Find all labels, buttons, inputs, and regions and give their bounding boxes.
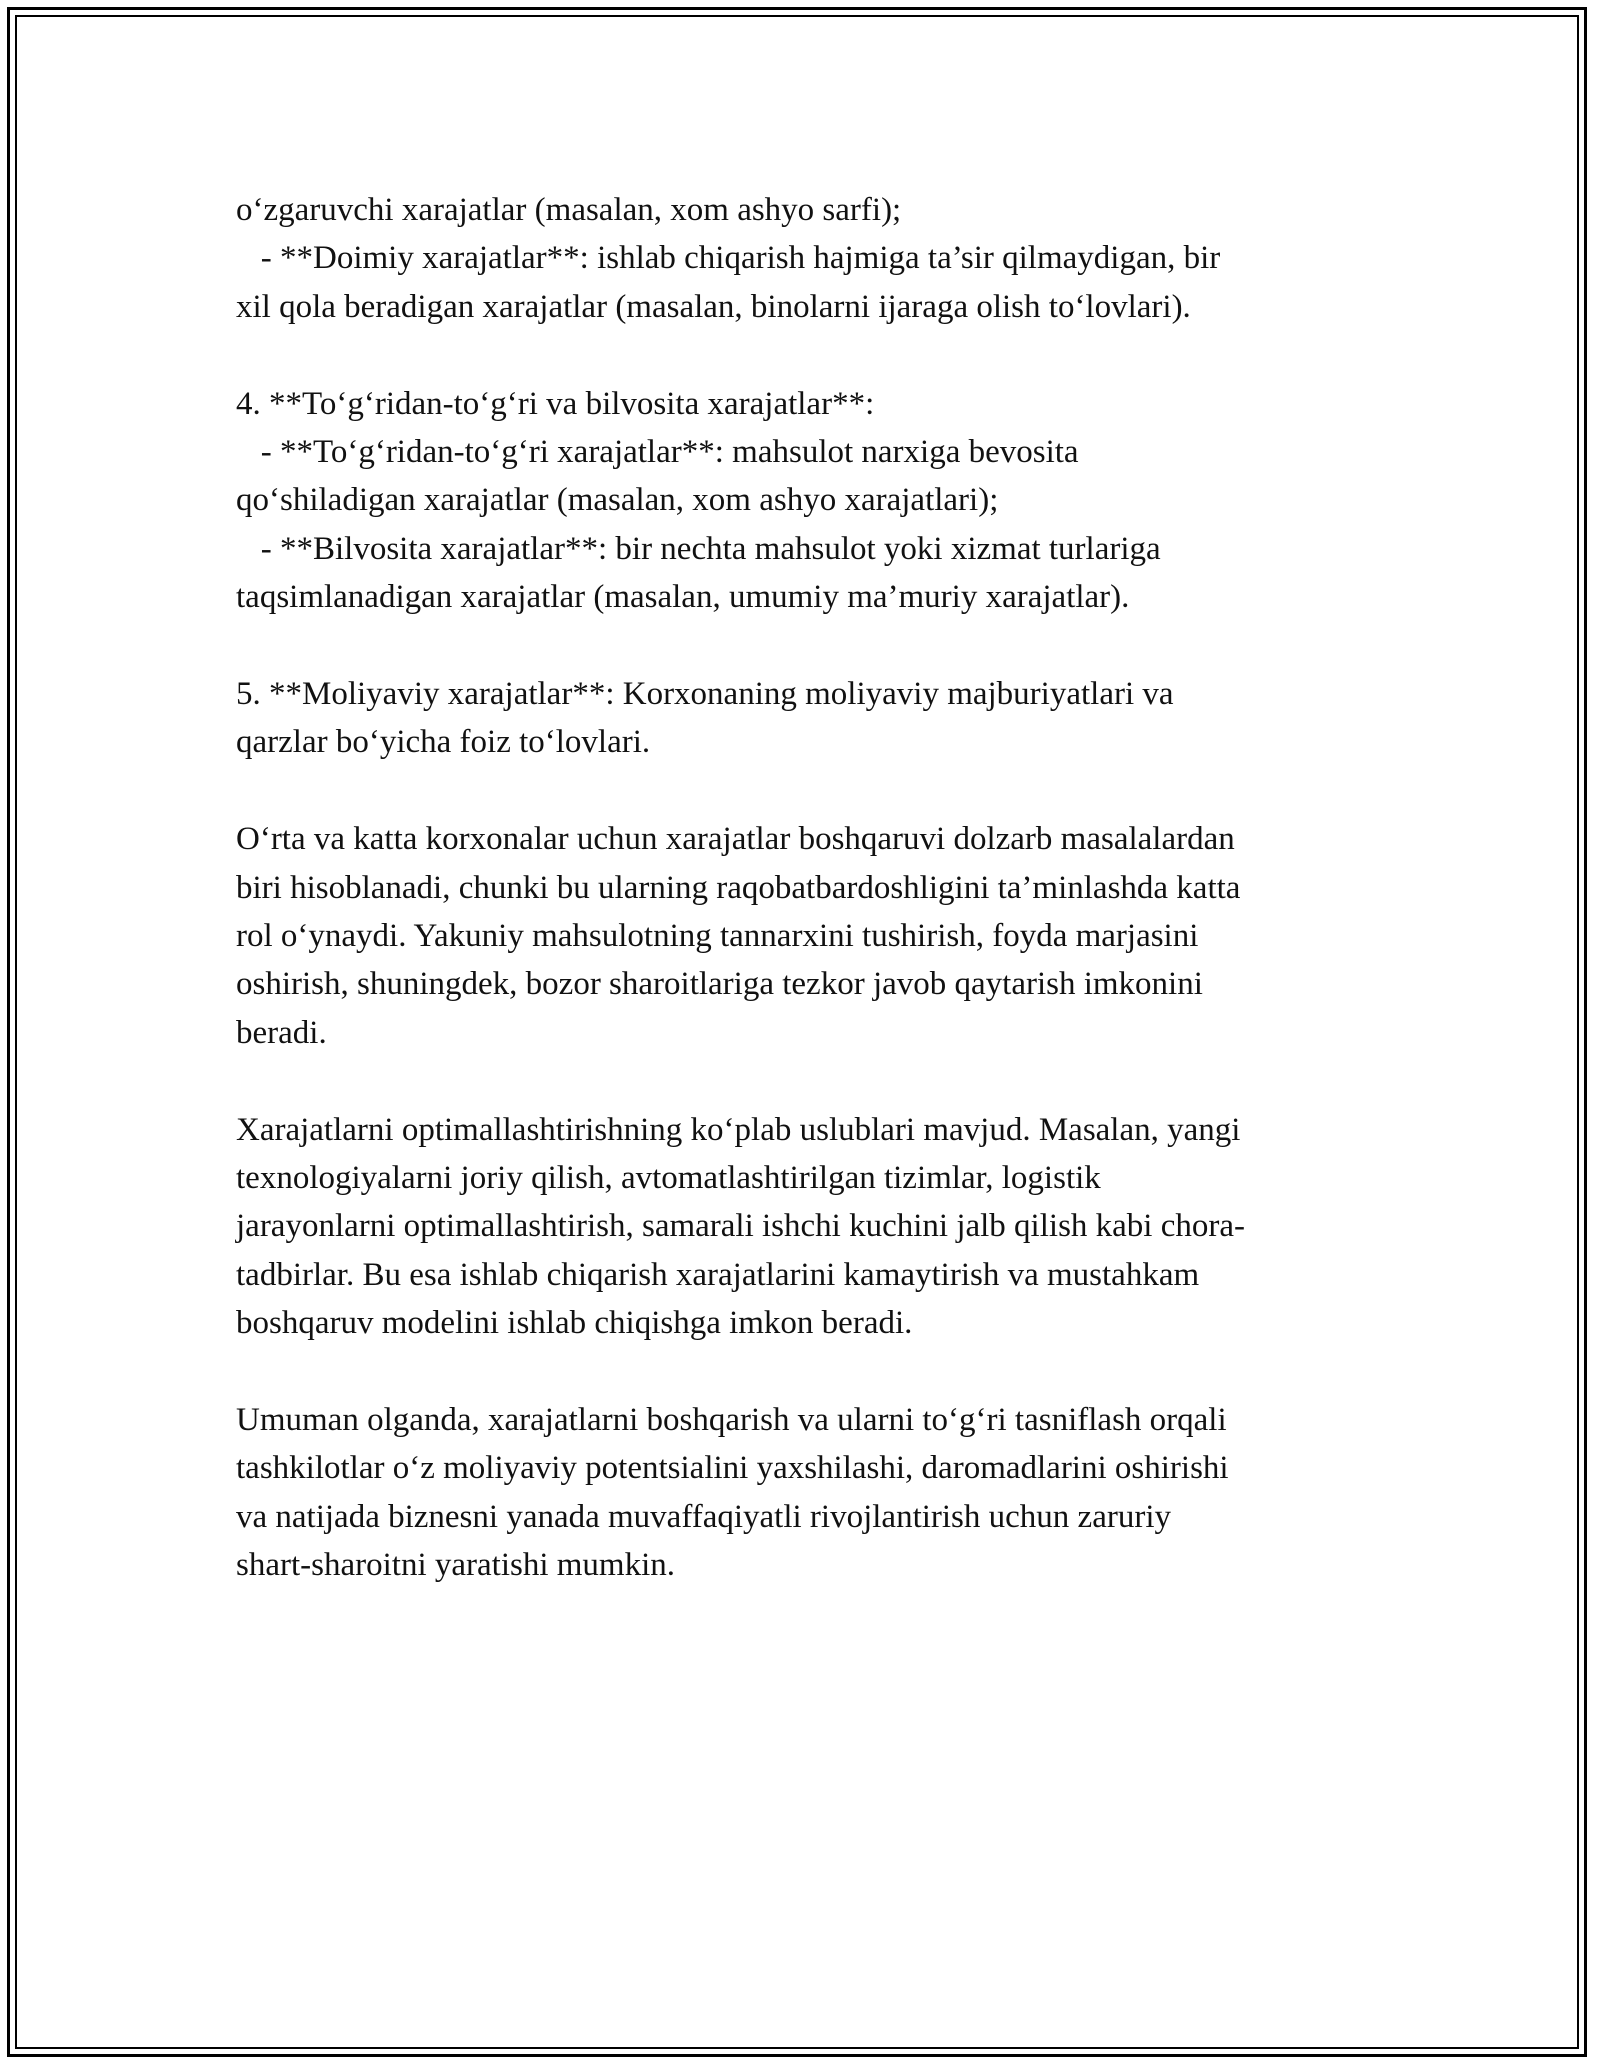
text-line: texnologiyalarni joriy qilish, avtomatlashtirilgan tizimlar, logistik [236,1160,1101,1197]
text-line: oshirish, shuningdek, bozor sharoitlariga tezkor javob qaytarish imkonini [236,966,1203,1003]
paragraph-cost-types-continued [236,186,1366,331]
text-line: qo‘shiladigan xarajatlar (masalan, xom ashyo xarajatlari); [236,482,999,519]
text-line: 5. **Moliyaviy xarajatlar**: Korxonaning moliyaviy majburiyatlari va [236,676,1174,713]
paragraph-cost-management [236,815,1366,1057]
text-line: xil qola beradigan xarajatlar (masalan, binolarni ijaraga olish to‘lovlari). [236,288,1191,325]
text-line: - **To‘g‘ridan-to‘g‘ri xarajatlar**: mahsulot narxiga bevosita [236,434,1079,471]
text-line: beradi. [236,1014,327,1051]
text-line: boshqaruv modelini ishlab chiqishga imkon beradi. [236,1305,913,1342]
document-body [236,186,1366,1638]
paragraph-financial-costs [236,670,1366,767]
text-line: - **Doimiy xarajatlar**: ishlab chiqarish hajmiga ta’sir qilmaydigan, bir [236,240,1221,277]
paragraph-conclusion [236,1396,1366,1590]
text-line: Xarajatlarni optimallashtirishning ko‘plab uslublari mavjud. Masalan, yangi [236,1111,1241,1148]
text-line: tadbirlar. Bu esa ishlab chiqarish xarajatlarini kamaytirish va mustahkam [236,1256,1200,1293]
text-line: biri hisoblanadi, chunki bu ularning raqobatbardoshligini ta’minlashda katta [236,869,1241,906]
text-line: Umuman olganda, xarajatlarni boshqarish va ularni to‘g‘ri tasniflash orqali [236,1402,1227,1439]
text-line: shart-sharoitni yaratishi mumkin. [236,1547,676,1584]
text-line: taqsimlanadigan xarajatlar (masalan, umumiy ma’muriy xarajatlar). [236,579,1130,616]
text-line: tashkilotlar o‘z moliyaviy potentsialini yaxshilashi, daromadlarini oshirishi [236,1450,1229,1487]
text-line: jarayonlarni optimallashtirish, samarali ishchi kuchini jalb qilish kabi chora- [236,1208,1245,1245]
text-line: rol o‘ynaydi. Yakuniy mahsulotning tannarxini tushirish, foyda marjasini [236,918,1199,955]
paragraph-optimization-methods [236,1106,1366,1348]
text-line: - **Bilvosita xarajatlar**: bir nechta mahsulot yoki xizmat turlariga [236,530,1161,567]
text-line: o‘zgaruvchi xarajatlar (masalan, xom ashyo sarfi); [236,192,902,228]
text-line: va natijada biznesni yanada muvaffaqiyatli rivojlantirish uchun zaruriy [236,1498,1171,1535]
paragraph-direct-indirect-costs [236,380,1366,622]
text-line: qarzlar bo‘yicha foiz to‘lovlari. [236,724,651,761]
text-line: O‘rta va katta korxonalar uchun xarajatlar boshqaruvi dolzarb masalalardan [236,821,1235,858]
text-line: 4. **To‘g‘ridan-to‘g‘ri va bilvosita xarajatlar**: [236,385,875,422]
